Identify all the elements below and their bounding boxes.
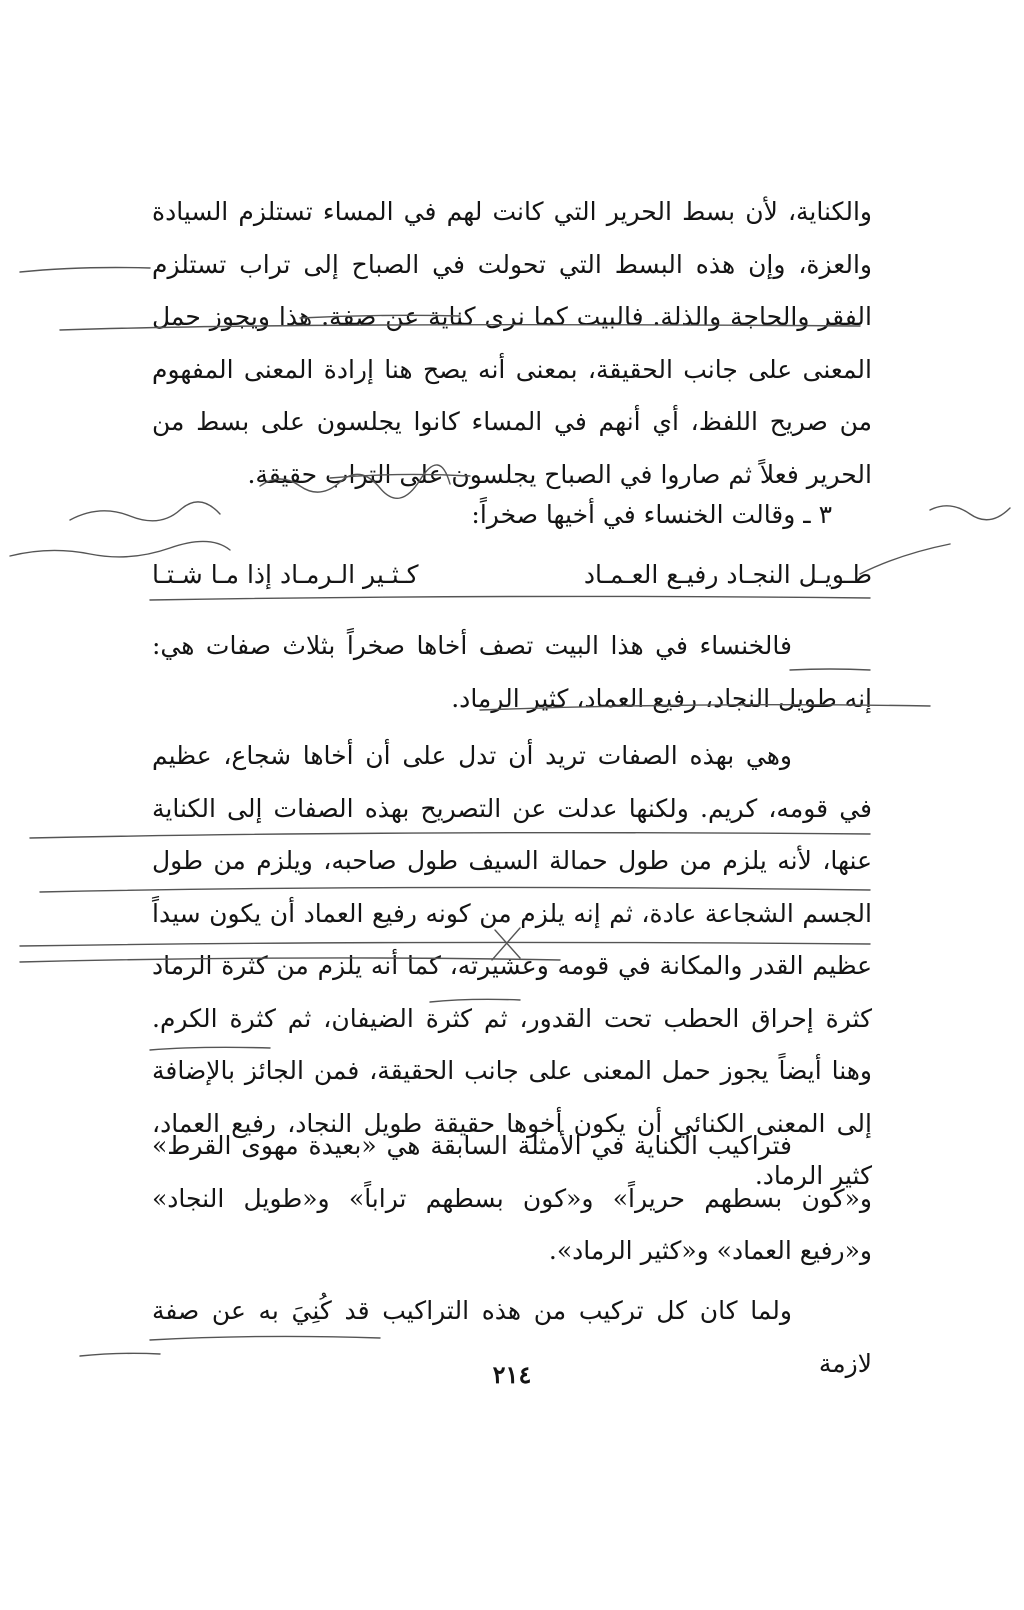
handwritten-scribble xyxy=(930,506,1010,520)
verse-hemistich-2: كـثـير الـرمـاد إذا مـا شـتـا xyxy=(152,560,419,589)
poetry-verse xyxy=(152,555,872,595)
paragraph-2: فالخنساء في هذا البيت تصف أخاها صخراً بثلاث صفات هي: إنه طويل النجاد، رفيع العماد، كثير الرماد. xyxy=(152,631,872,713)
underline-mark xyxy=(80,1353,160,1356)
paragraph-5: ولما كان كل تركيب من هذه التراكيب قد كُنِيَ به عن صفة لازمة xyxy=(152,1296,872,1378)
example-3-intro: ٣ ـ وقالت الخنساء في أخيها صخراً: xyxy=(471,500,832,529)
paragraph-4: فتراكيب الكناية في الأمثلة السابقة هي «بعيدة مهوى القرط» و«كون بسطهم حريراً» و«كون بسطهم تراباً» و«طويل النجاد» و«رفيع العماد» و«كثير الرماد». xyxy=(152,1131,872,1265)
verse-hemistich-1: طـويـل النجـاد رفيـع العـمـاد xyxy=(583,560,872,589)
handwritten-scribble xyxy=(860,544,950,574)
paragraph-1: والكناية، لأن بسط الحرير التي كانت لهم في المساء تستلزم السيادة والعزة، وإن هذه البسط التي تحولت في الصباح إلى تراب تستلزم الفقر والحاجة والذلة. فالبيت كما نرى كناية عن صفة. هذا ويجوز حمل المعنى على جانب الحقيقة، بمعنى أنه يصح هنا إرادة المعنى المفهوم من صريح اللفظ، أي أنهم في المساء كانوا يجلسون على بسط من الحرير فعلاً ثم صاروا في الصباح يجلسون على التراب حقيقة. xyxy=(152,197,872,489)
underline-mark xyxy=(150,596,870,600)
underline-mark xyxy=(20,268,150,273)
page-number: ٢١٤ xyxy=(492,1360,532,1389)
paragraph-3: وهي بهذه الصفات تريد أن تدل على أن أخاها شجاع، عظيم في قومه، كريم. ولكنها عدلت عن التصريح بهذه الصفات إلى الكناية عنها، لأنه يلزم من طول حمالة السيف طول صاحبه، ويلزم من طول الجسم الشجاعة عادة، ثم إنه يلزم من كونه رفيع العماد أن يكون سيداً عظيم القدر والمكانة في قومه وعشيرته، كما أنه يلزم من كثرة الرماد كثرة إحراق الحطب تحت القدور، ثم كثرة الضيفان، ثم كثرة الكرم. وهنا أيضاً يجوز حمل المعنى على جانب الحقيقة، فمن الجائز بالإضافة إلى المعنى الكنائي أن يكون أخوها حقيقة طويل النجاد، رفيع العماد، كثير الرماد. xyxy=(152,741,872,1190)
